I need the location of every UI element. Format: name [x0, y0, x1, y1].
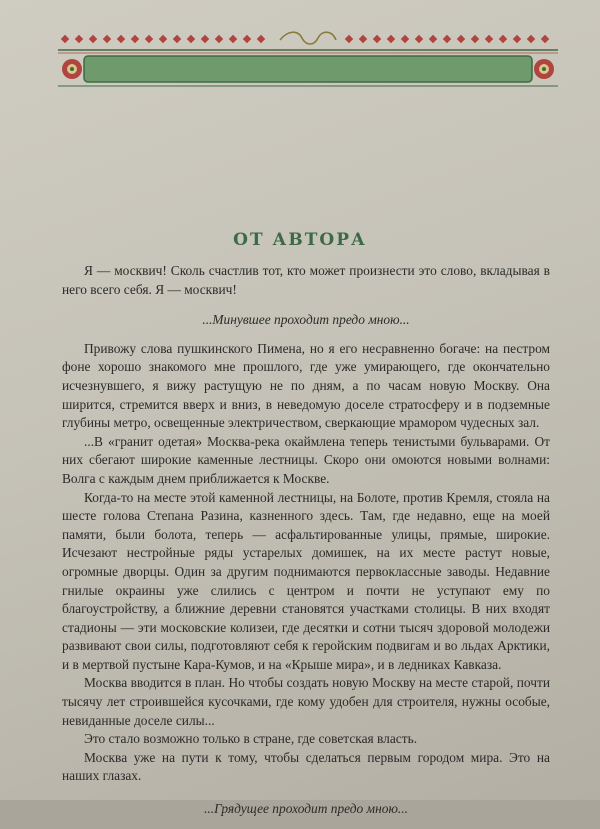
paragraph: Москва вводится в план. Но чтобы создать новую Москву на месте старой, почти тысячу лет строившейся кусочками, где кому удобен для строителя, нужны особые, невиданные доселе силы... [62, 675, 550, 728]
paragraph: Привожу слова пушкинского Пимена, но я его несравненно богаче: на пестром фоне хорошо знакомого мне прошлого, где уже умирающего, где окончательно исчезнувшего, я вижу растущую не по дням, а по часам новую Москву. Она ширится, стремится вверх и вниз, в неведомую доселе стратосферу и в подземные глубины метро, освещенные электричеством, сверкающие мрамором чудесных зал. [62, 340, 550, 431]
floral-end-right [534, 59, 554, 79]
paragraph: Это стало возможно только в стране, где советская власть. [84, 731, 418, 747]
floral-end-left [62, 59, 82, 79]
paragraph: Москва уже на пути к тому, чтобы сделаться первым городом мира. Это на наших глазах. [62, 749, 550, 784]
paragraph: Когда-то на месте этой каменной лестницы, на Болоте, против Кремля, стояла на шесте голова Степана Разина, казненного здесь. Там, где недавно, еще на моей памяти, были болота, теперь — асфальтированные улицы, прямые, широкие. Исчезают нестройные ряды устарелых домишек, на их месте растут новые, огромные дворцы. Один за другим поднимаются первоклассные заводы. Недавние гнилые окраины уже слились с центром и почти не уступают ему по благоустройству, а ближние деревни становятся участками столицы. В них входят стадионы — эти московские колизеи, где десятки и сотни тысяч здоровой молодежи развивают свои силы, подготовляют себя к геройским подвигам и во льдах Арктики, и в мертвой пустыне Кара-Кумов, и на «Крыше мира», и в ледниках Кавказа. [62, 489, 550, 672]
page-heading: ОТ АВТОРА [233, 230, 367, 250]
paragraph: ...В «гранит одетая» Москва-река окаймлена теперь тенистыми бульварами. От них сбегают широкие каменные лестницы. Скоро они омоются новыми волнами: Волга с каждым днем приближается к Москве. [62, 433, 550, 486]
decorative-header-ornament [58, 22, 558, 100]
body-text [62, 262, 550, 829]
epigraph-quote: ...Минувшее проходит предо мною... [202, 312, 410, 328]
paragraph: Я — москвич! Сколь счастлив тот, кто может произнести это слово, вкладывая в него всего себя. Я — москвич! [62, 263, 550, 297]
green-band [84, 56, 532, 82]
closing-quote: ...Грядущее проходит предо мною... [204, 801, 408, 817]
swirl-ornament [280, 32, 336, 44]
